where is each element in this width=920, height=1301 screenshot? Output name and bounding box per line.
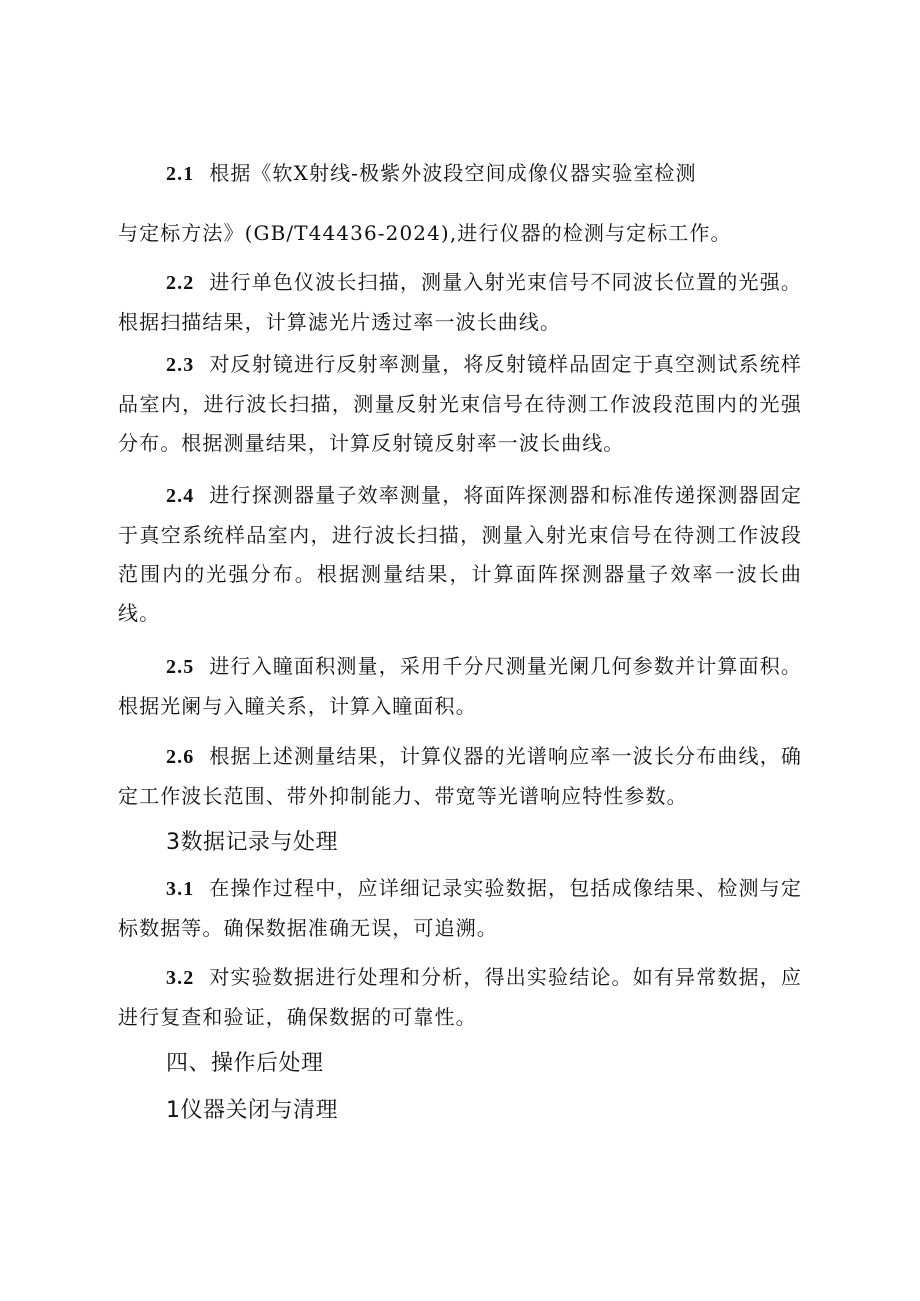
paragraph-3-2 [118, 958, 802, 1037]
sub-heading-4-1: 1仪器关闭与清理 [166, 1098, 338, 1123]
paragraph-3-1 [118, 869, 802, 948]
paragraph-number: 2.4 [166, 485, 195, 507]
paragraph-text: 在操作过程中，应详细记录实验数据，包括成像结果、检测与定标数据等。确保数据准确无误，可追溯。 [118, 876, 802, 940]
paragraph-2-6 [118, 737, 802, 816]
paragraph-text: 进行单色仪波长扫描，测量入射光束信号不同波长位置的光强。根据扫描结果，计算滤光片透过率一波长曲线。 [118, 270, 802, 334]
paragraph-text: 进行入瞳面积测量，采用千分尺测量光阑几何参数并计算面积。根据光阑与入瞳关系，计算入瞳面积。 [118, 654, 802, 718]
paragraph-2-2 [118, 263, 802, 342]
paragraph-number: 3.1 [166, 878, 195, 900]
section-heading-3: 3数据记录与处理 [166, 830, 338, 855]
paragraph-text: 与定标方法》(GB/T44436-2024),进行仪器的检测与定标工作。 [118, 221, 732, 245]
paragraph-2-3 [118, 345, 802, 463]
paragraph-text: 根据上述测量结果，计算仪器的光谱响应率一波长分布曲线，确定工作波长范围、带外抑制能力、带宽等光谱响应特性参数。 [118, 744, 802, 808]
paragraph-2-1-line-1 [166, 158, 697, 189]
paragraph-number: 2.3 [166, 354, 195, 376]
paragraph-text: 进行探测器量子效率测量，将面阵探测器和标准传递探测器固定于真空系统样品室内，进行波长扫描，测量入射光束信号在待测工作波段范围内的光强分布。根据测量结果，计算面阵探测器量子效率一波长曲线。 [118, 483, 802, 625]
section-heading-4: 四、操作后处理 [166, 1051, 324, 1076]
paragraph-text: 对实验数据进行处理和分析，得出实验结论。如有异常数据，应进行复查和验证，确保数据的可靠性。 [118, 965, 802, 1029]
paragraph-text: 对反射镜进行反射率测量，将反射镜样品固定于真空测试系统样品室内，进行波长扫描，测量反射光束信号在待测工作波段范围内的光强分布。根据测量结果，计算反射镜反射率一波长曲线。 [118, 352, 802, 455]
paragraph-number: 2.6 [166, 746, 195, 768]
paragraph-2-4 [118, 476, 802, 633]
paragraph-2-5 [118, 647, 802, 726]
paragraph-number: 2.5 [166, 656, 195, 678]
paragraph-text: 根据《软X射线-极紫外波段空间成像仪器实验室检测 [209, 161, 697, 185]
paragraph-number: 3.2 [166, 967, 195, 989]
paragraph-number: 2.2 [166, 272, 195, 294]
paragraph-number: 2.1 [166, 163, 195, 185]
paragraph-2-1-line-2 [118, 218, 732, 248]
